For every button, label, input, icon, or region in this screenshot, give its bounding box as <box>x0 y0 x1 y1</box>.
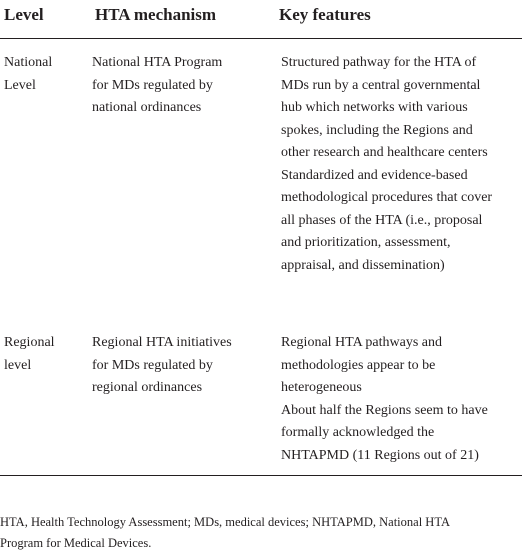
header-level: Level <box>4 5 44 24</box>
row-regional-mechanism: Regional HTA initiatives for MDs regulated by regional ordinances <box>92 335 232 395</box>
header-hta-mechanism: HTA mechanism <box>95 5 217 24</box>
row-regional-features: Regional HTA pathways and methodologies appear to be heterogeneous About half the Regions seem to have formally acknowledged the NHTAPMD (11 Regions out of 21) <box>281 335 488 463</box>
row-national-mechanism: National HTA Program for MDs regulated by national ordinances <box>92 55 223 115</box>
row-national-features: Structured pathway for the HTA of MDs run by a central governmental hub which networks with various spokes, including the Regions and other research and healthcare centers Standardized and evidence-based methodological procedures that cover all phases of the HTA (i.e., proposal and prioritization, assessment, appraisal, and dissemination) <box>281 55 493 273</box>
header-rule <box>0 38 522 39</box>
row-national-level: National Level <box>4 55 53 93</box>
row-regional-level: Regional level <box>4 335 55 373</box>
header-key-features: Key features <box>279 5 371 24</box>
table-footnote: HTA, Health Technology Assessment; MDs, medical devices; NHTAPMD, National HTA Program for Medical Devices. <box>0 515 450 550</box>
table-bottom-rule <box>0 475 522 476</box>
